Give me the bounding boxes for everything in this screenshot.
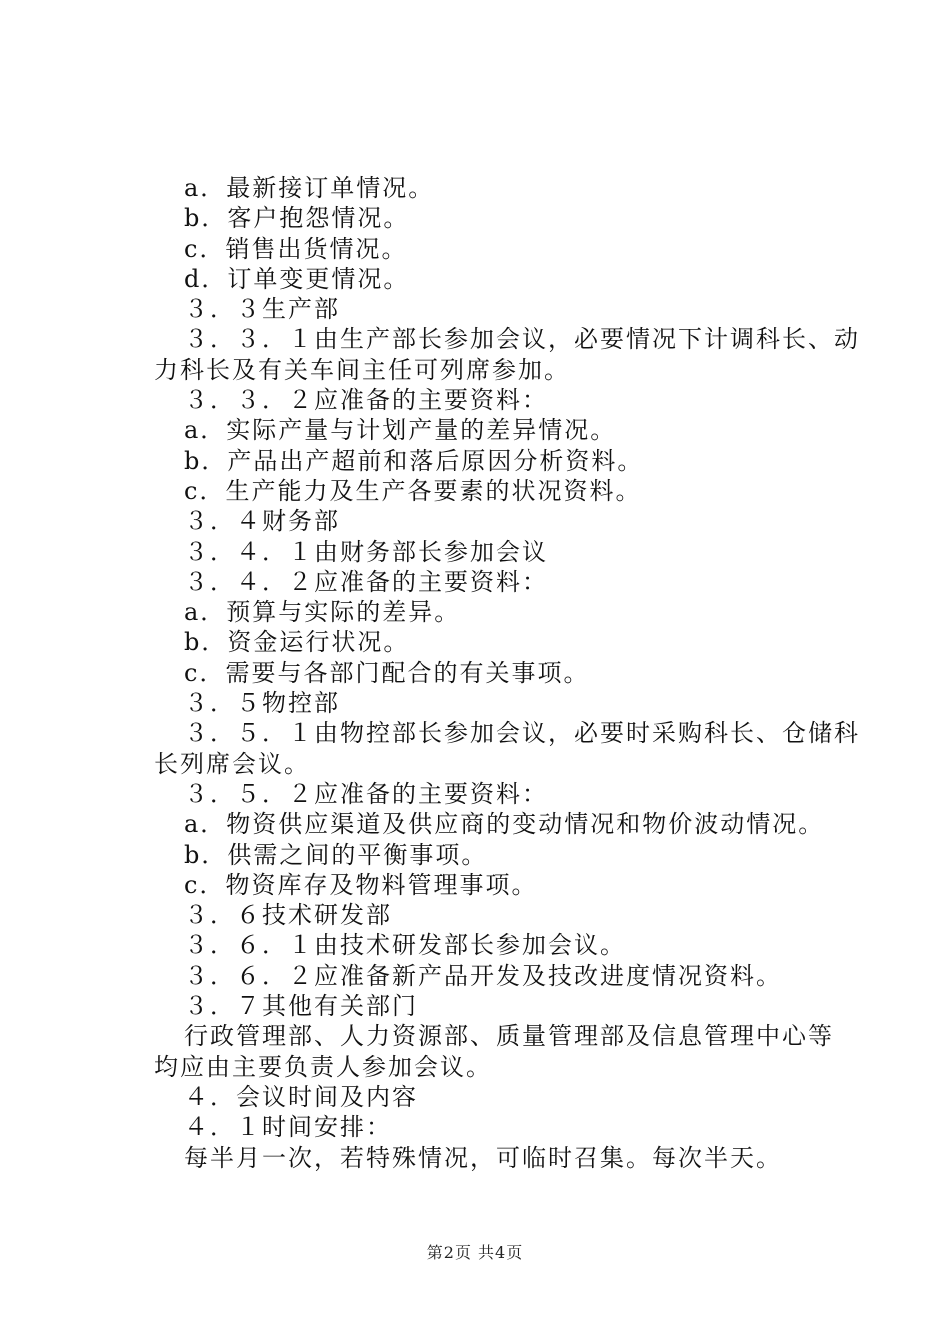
section-heading: ３．３生产部 <box>184 295 340 324</box>
body-line: ３．５．１由物控部长参加会议，必要时采购科长、仓储科 <box>184 719 860 748</box>
body-line: a．最新接订单情况。 <box>184 174 435 202</box>
body-line: 均应由主要负责人参加会议。 <box>154 1052 492 1081</box>
body-line: ４．１时间安排： <box>184 1113 392 1142</box>
body-line: ３．４．１由财务部长参加会议 <box>184 537 548 566</box>
body-line: a．实际产量与计划产量的差异情况。 <box>184 416 617 445</box>
body-line: c．需要与各部门配合的有关事项。 <box>184 658 590 687</box>
body-line: c．生产能力及生产各要素的状况资料。 <box>184 476 642 505</box>
body-line: ３．３．１由生产部长参加会议，必要情况下计调科长、动 <box>184 325 860 354</box>
section-heading: ３．５物控部 <box>184 689 340 718</box>
document-body <box>154 173 860 1173</box>
body-line: 力科长及有关车间主任可列席参加。 <box>154 355 570 384</box>
body-line: b．产品出产超前和落后原因分析资料。 <box>184 446 644 475</box>
body-line: b．资金运行状况。 <box>184 628 410 657</box>
body-line: a．预算与实际的差异。 <box>184 598 461 627</box>
body-line: ３．３．２应准备的主要资料： <box>184 386 548 415</box>
body-line: c．销售出货情况。 <box>184 234 408 263</box>
section-heading: ３．７其他有关部门 <box>184 992 418 1021</box>
section-heading: ３．４财务部 <box>184 507 340 536</box>
body-line: ３．４．２应准备的主要资料： <box>184 567 548 596</box>
body-line: ３．６．２应准备新产品开发及技改进度情况资料。 <box>184 961 782 990</box>
body-line: 长列席会议。 <box>154 749 310 778</box>
section-heading: ３．６技术研发部 <box>184 901 392 930</box>
body-line: b．客户抱怨情况。 <box>184 204 410 233</box>
body-line: ３．５．２应准备的主要资料： <box>184 779 548 808</box>
body-line: c．物资库存及物料管理事项。 <box>184 870 538 899</box>
body-line: 每半月一次，若特殊情况，可临时召集。每次半天。 <box>184 1143 782 1172</box>
body-line: d．订单变更情况。 <box>184 264 410 293</box>
body-line: ３．６．１由技术研发部长参加会议。 <box>184 931 626 960</box>
section-heading: ４．会议时间及内容 <box>184 1082 418 1111</box>
body-line: 行政管理部、人力资源部、质量管理部及信息管理中心等 <box>184 1022 834 1051</box>
page-number-footer: 第2页 共4页 <box>426 1243 524 1262</box>
body-line: a．物资供应渠道及供应商的变动情况和物价波动情况。 <box>184 810 825 839</box>
body-line: b．供需之间的平衡事项。 <box>184 840 488 869</box>
